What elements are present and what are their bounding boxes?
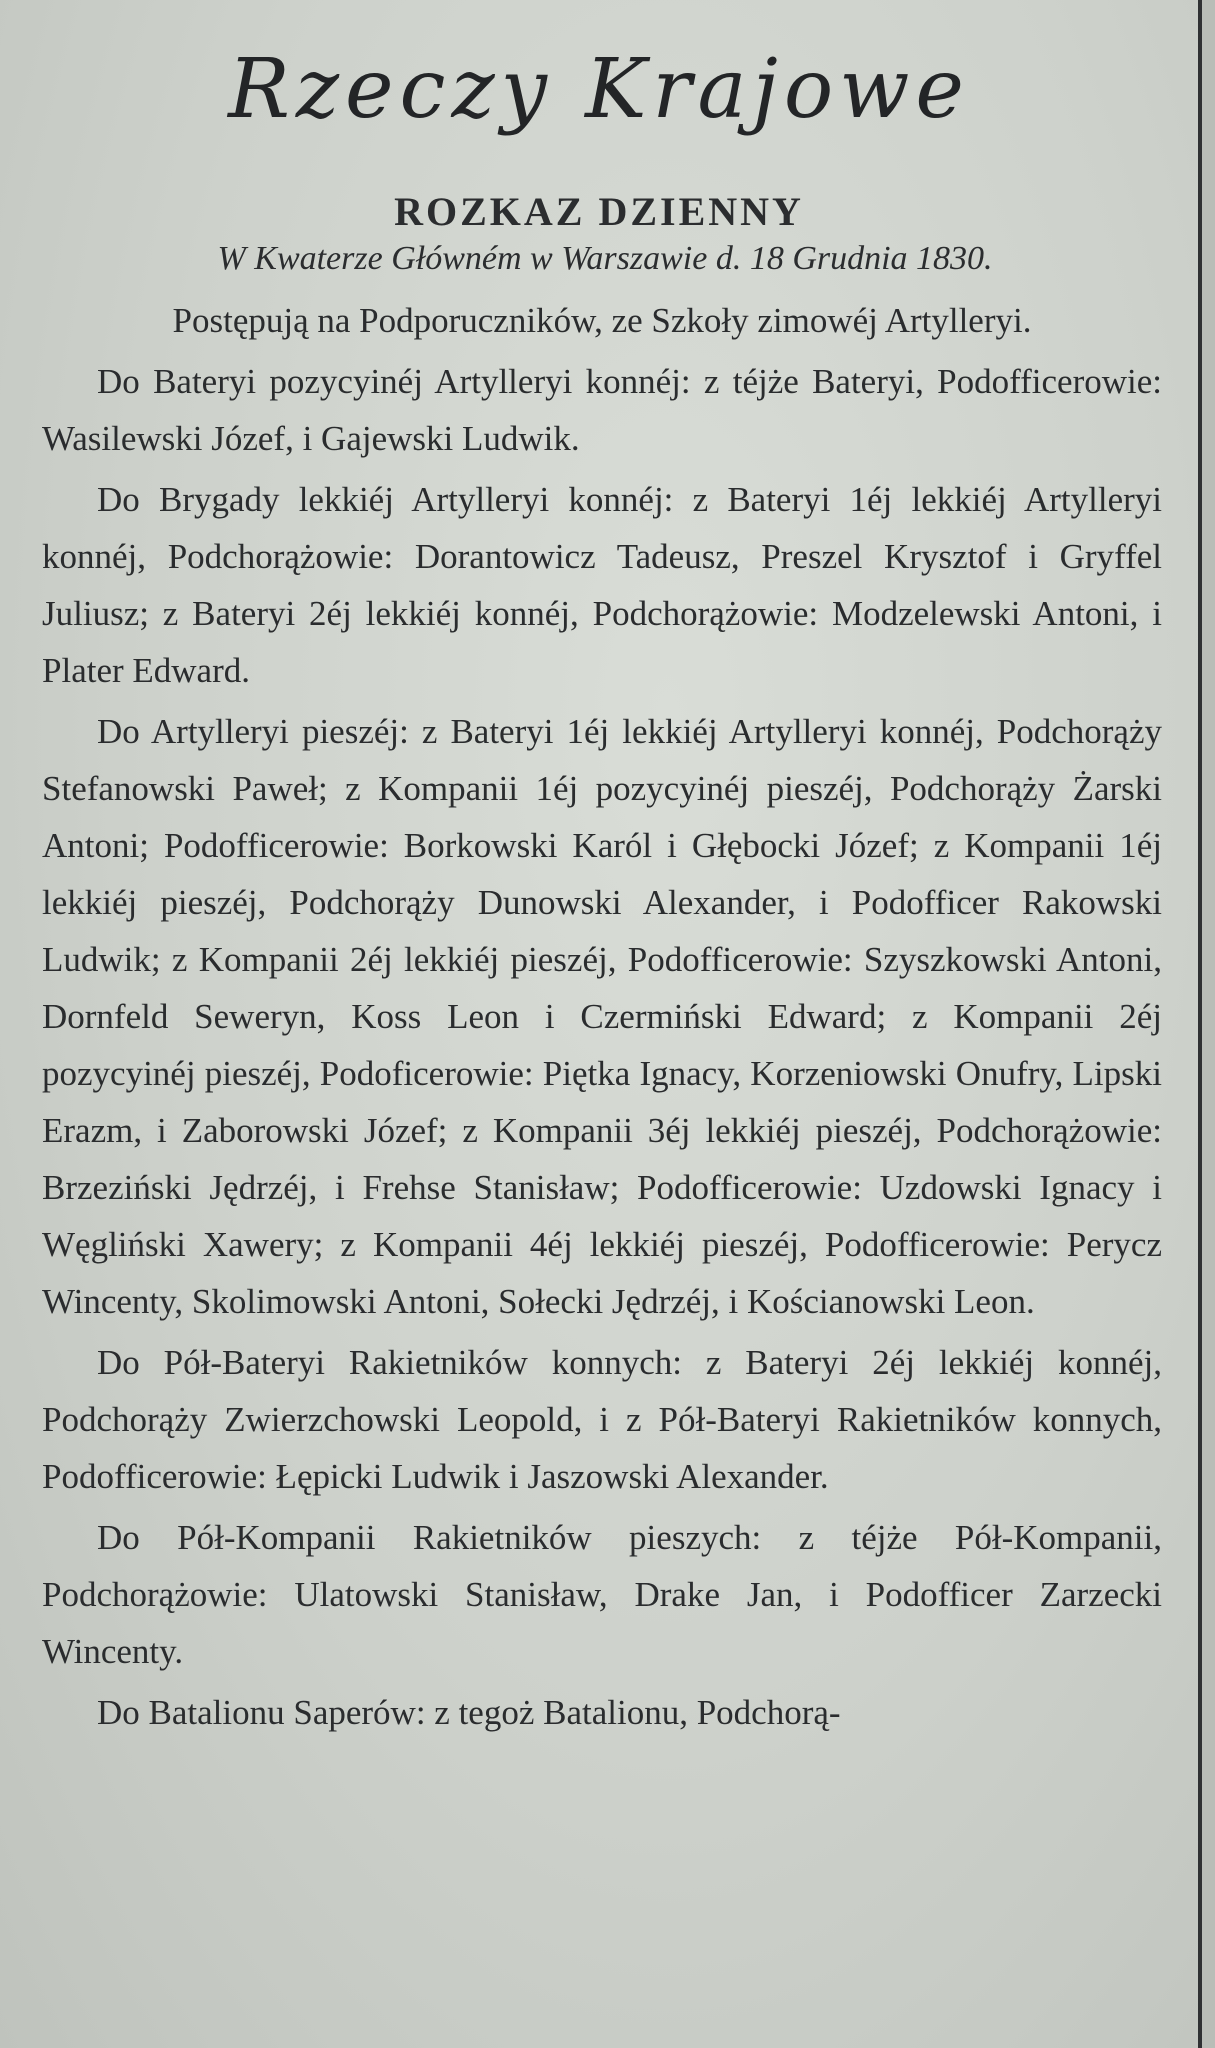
paragraph-intro: Postępują na Podporuczników, ze Szkoły zimowéj Artylleryi. [172, 301, 1032, 340]
paragraph: Do Pół-Bateryi Rakietników konnych: z Bateryi 2éj lekkiéj konnéj, Podchorąży Zwierzchowski Leopold, i z Pół-Bateryi Rakietników konnych, Podofficerowie: Łępicki Ludwik i Jaszowski Alexander. [42, 1343, 1162, 1496]
paragraph: Do Pół-Kompanii Rakietników pieszych: z téjże Pół-Kompanii, Podchorążowie: Ulatowski Stanisław, Drake Jan, i Podofficer Zarzecki Wincenty. [42, 1518, 1162, 1671]
dateline: W Kwaterze Główném w Warszawie d. 18 Grudnia 1830. [217, 240, 993, 277]
page-margin [1202, 0, 1215, 2048]
article-body [42, 292, 1162, 1745]
paragraph: Do Brygady lekkiéj Artylleryi konnéj: z Bateryi 1éj lekkiéj Artylleryi konnéj, Podchorążowie: Dorantowicz Tadeusz, Preszel Krysztof i Gryffel Juliusz; z Bateryi 2éj lekkiéj konnéj, Podchorążowie: Modzelewski Antoni, i Plater Edward. [42, 480, 1162, 690]
paragraph-truncated: Do Batalionu Saperów: z tegoż Batalionu, Podchorą- [97, 1693, 841, 1732]
paragraph: Do Artylleryi pieszéj: z Bateryi 1éj lekkiéj Artylleryi konnéj, Podchorąży Stefanowski Paweł; z Kompanii 1éj pozycyinéj pieszéj, Podchorąży Żarski Antoni; Podofficerowie: Borkowski Karól i Głębocki Józef; z Kompanii 1éj lekkiéj pieszéj, Podchorąży Dunowski Alexander, i Podofficer Rakowski Ludwik; z Kompanii 2éj lekkiéj pieszéj, Podofficerowie: Szyszkowski Antoni, Dornfeld Seweryn, Koss Leon i Czermiński Edward; z Kompanii 2éj pozycyinéj pieszéj, Podoficerowie: Piętka Ignacy, Korzeniowski Onufry, Lipski Erazm, i Zaborowski Józef; z Kompanii 3éj lekkiéj pieszéj, Podchorążowie: Brzeziński Jędrzéj, i Frehse Stanisław; Podofficerowie: Uzdowski Ignacy i Węgliński Xawery; z Kompanii 4éj lekkiéj pieszéj, Podofficerowie: Perycz Wincenty, Skolimowski Antoni, Sołecki Jędrzéj, i Kościanowski Leon. [42, 712, 1162, 1321]
order-title: ROZKAZ DZIENNY [394, 189, 804, 234]
section-heading: Rzeczy Krajowe [228, 42, 970, 137]
paragraph: Do Bateryi pozycyinéj Artylleryi konnéj: z téjże Bateryi, Podofficerowie: Wasilewski Józef, i Gajewski Ludwik. [42, 362, 1162, 458]
